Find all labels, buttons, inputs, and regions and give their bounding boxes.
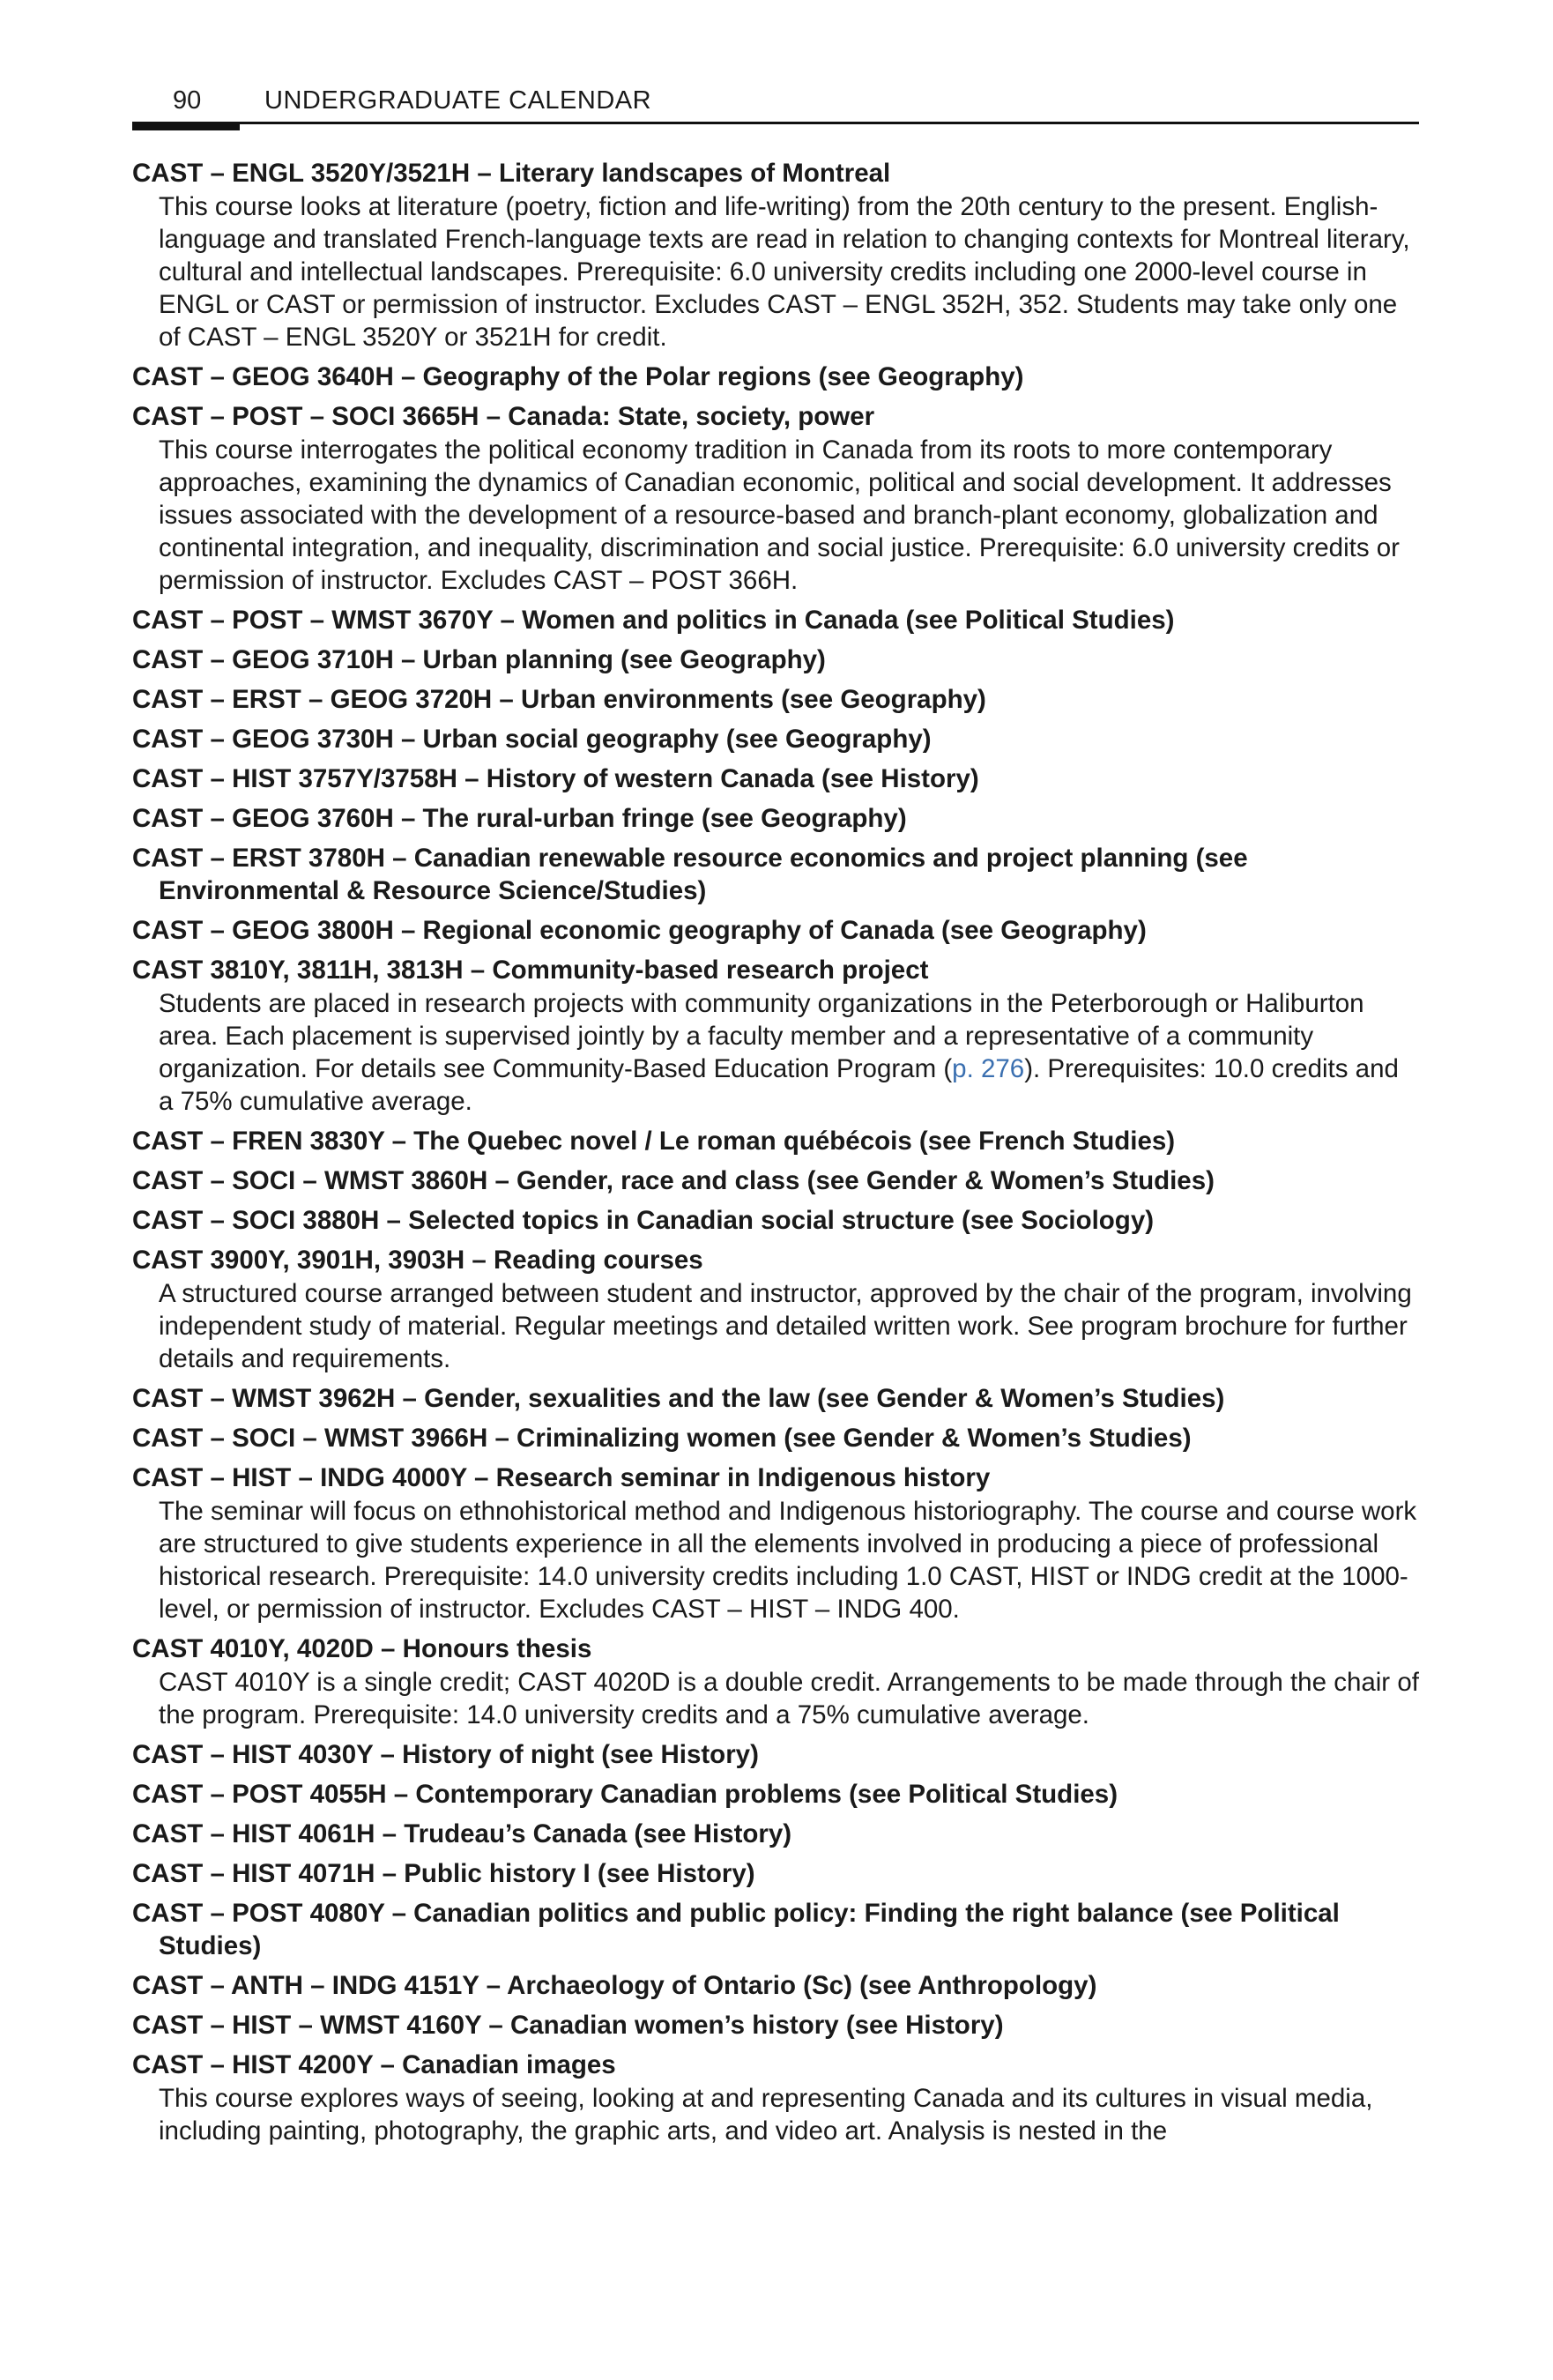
course-title: CAST – POST – WMST 3670Y – Women and politics in Canada (see Political Studies) [132,606,1175,635]
course-entry [132,1969,1419,2002]
course-title: CAST – HIST 3757Y/3758H – History of western Canada (see History) [132,764,979,793]
course-title: CAST – ERST 3780H – Canadian renewable resource economics and project planning (see Environmental & Resource Science/Studies) [132,844,1248,905]
header-tab-marker [132,122,240,130]
course-title: CAST – WMST 3962H – Gender, sexualities and the law (see Gender & Women’s Studies) [132,1384,1225,1413]
course-title: CAST – SOCI 3880H – Selected topics in Canadian social structure (see Sociology) [132,1206,1155,1235]
course-title: CAST – GEOG 3730H – Urban social geography (see Geography) [132,725,932,754]
course-entry [132,643,1419,676]
course-entry [132,1204,1419,1237]
course-entry [132,1244,1419,1375]
course-entry [132,762,1419,795]
course-title: CAST – HIST – INDG 4000Y – Research seminar in Indigenous history [132,1463,991,1492]
course-title: CAST – HIST 4200Y – Canadian images [132,2050,616,2079]
course-title: CAST – HIST – WMST 4160Y – Canadian women’s history (see History) [132,2011,1004,2040]
course-entry [132,1125,1419,1157]
course-entry [132,2049,1419,2147]
course-title: CAST – GEOG 3800H – Regional economic geography of Canada (see Geography) [132,916,1147,945]
course-title: CAST 3810Y, 3811H, 3813H – Community-based research project [132,956,929,985]
course-entry [132,1461,1419,1625]
course-title: CAST – POST – SOCI 3665H – Canada: State, society, power [132,402,875,431]
course-title: CAST – GEOG 3760H – The rural-urban fringe (see Geography) [132,804,907,833]
course-title: CAST – ANTH – INDG 4151Y – Archaeology of Ontario (Sc) (see Anthropology) [132,1971,1097,2000]
course-entry [132,2009,1419,2042]
course-description: This course explores ways of seeing, looking at and representing Canada and its cultures in visual media, including painting, photography, the graphic arts, and video art. Analysis is nested in the [159,2084,1373,2146]
page-number: 90 [173,86,202,115]
course-title: CAST – ERST – GEOG 3720H – Urban environments (see Geography) [132,685,986,714]
course-title: CAST – FREN 3830Y – The Quebec novel / Le roman québécois (see French Studies) [132,1127,1176,1156]
course-entry [132,400,1419,597]
course-entry [132,802,1419,835]
course-description: A structured course arranged between student and instructor, approved by the chair of the program, involving independent study of material. Regular meetings and detailed written work. See program brochure for further details and requirements. [159,1279,1412,1373]
description-text: ). Prerequisites: 10.0 credits and a 75% cumulative average. [159,1054,1399,1116]
course-entry [132,914,1419,947]
course-description: The seminar will focus on ethnohistorical method and Indigenous historiography. The course and course work are structured to give students experience in all the elements involved in producing a piece of professional historical research. Prerequisite: 14.0 university credits including 1.0 CAST, HIST or INDG credit at the 1000-level, or permission of instructor. Excludes CAST – HIST – INDG 400. [159,1497,1417,1624]
course-entry [132,1422,1419,1454]
course-entry [132,1778,1419,1811]
course-entry [132,1164,1419,1197]
course-entry [132,1818,1419,1850]
course-title: CAST – HIST 4071H – Public history I (see History) [132,1859,755,1888]
running-title: UNDERGRADUATE CALENDAR [264,86,652,115]
description-text: Students are placed in research projects with community organizations in the Peterborough or Haliburton area. Each placement is supervised jointly by a faculty member and a representative of a community organization. For details see Community-Based Education Program ( [159,989,1364,1083]
course-entry [132,361,1419,393]
course-list [132,157,1419,2154]
course-title: CAST 3900Y, 3901H, 3903H – Reading courses [132,1246,703,1275]
course-description: This course looks at literature (poetry, fiction and life-writing) from the 20th century to the present. English-language and translated French-language texts are read in relation to changing contexts for Montreal literary, cultural and intellectual landscapes. Prerequisite: 6.0 university credits including one 2000-level course in ENGL or CAST or permission of instructor. Excludes CAST – ENGL 352H, 352. Students may take only one of CAST – ENGL 3520Y or 3521H for credit. [159,192,1410,352]
course-description [132,987,1419,1118]
course-entry [132,1382,1419,1415]
course-entry [132,842,1419,907]
course-title: CAST – SOCI – WMST 3966H – Criminalizing women (see Gender & Women’s Studies) [132,1424,1192,1453]
header-rule [132,122,1419,124]
course-title: CAST – POST 4080Y – Canadian politics and public policy: Finding the right balance (see Political Studies) [132,1899,1340,1960]
course-title: CAST – ENGL 3520Y/3521H – Literary landscapes of Montreal [132,159,891,188]
course-entry [132,157,1419,353]
course-entry [132,1857,1419,1890]
course-entry [132,954,1419,1118]
course-entry [132,723,1419,755]
course-title: CAST – SOCI – WMST 3860H – Gender, race and class (see Gender & Women’s Studies) [132,1166,1215,1195]
course-entry [132,1738,1419,1771]
course-title: CAST – HIST 4061H – Trudeau’s Canada (see History) [132,1819,792,1848]
course-title: CAST – POST 4055H – Contemporary Canadian problems (see Political Studies) [132,1780,1118,1809]
course-entry [132,1897,1419,1962]
course-description: This course interrogates the political economy tradition in Canada from its roots to more contemporary approaches, examining the dynamics of Canadian economic, political and social development. It addresses issues associated with the development of a resource-based and branch-plant economy, globalization and continental integration, and inequality, discrimination and social justice. Prerequisite: 6.0 university credits or permission of instructor. Excludes CAST – POST 366H. [159,435,1400,595]
course-title: CAST – GEOG 3710H – Urban planning (see Geography) [132,645,826,674]
page-header [132,81,1419,130]
course-title: CAST – GEOG 3640H – Geography of the Polar regions (see Geography) [132,362,1024,391]
page-reference-link[interactable]: p. 276 [952,1054,1025,1083]
course-entry [132,683,1419,716]
course-entry [132,1633,1419,1731]
course-title: CAST 4010Y, 4020D – Honours thesis [132,1634,592,1663]
course-entry [132,604,1419,636]
course-description: CAST 4010Y is a single credit; CAST 4020D is a double credit. Arrangements to be made through the chair of the program. Prerequisite: 14.0 university credits and a 75% cumulative average. [159,1668,1419,1729]
course-title: CAST – HIST 4030Y – History of night (see History) [132,1740,759,1769]
